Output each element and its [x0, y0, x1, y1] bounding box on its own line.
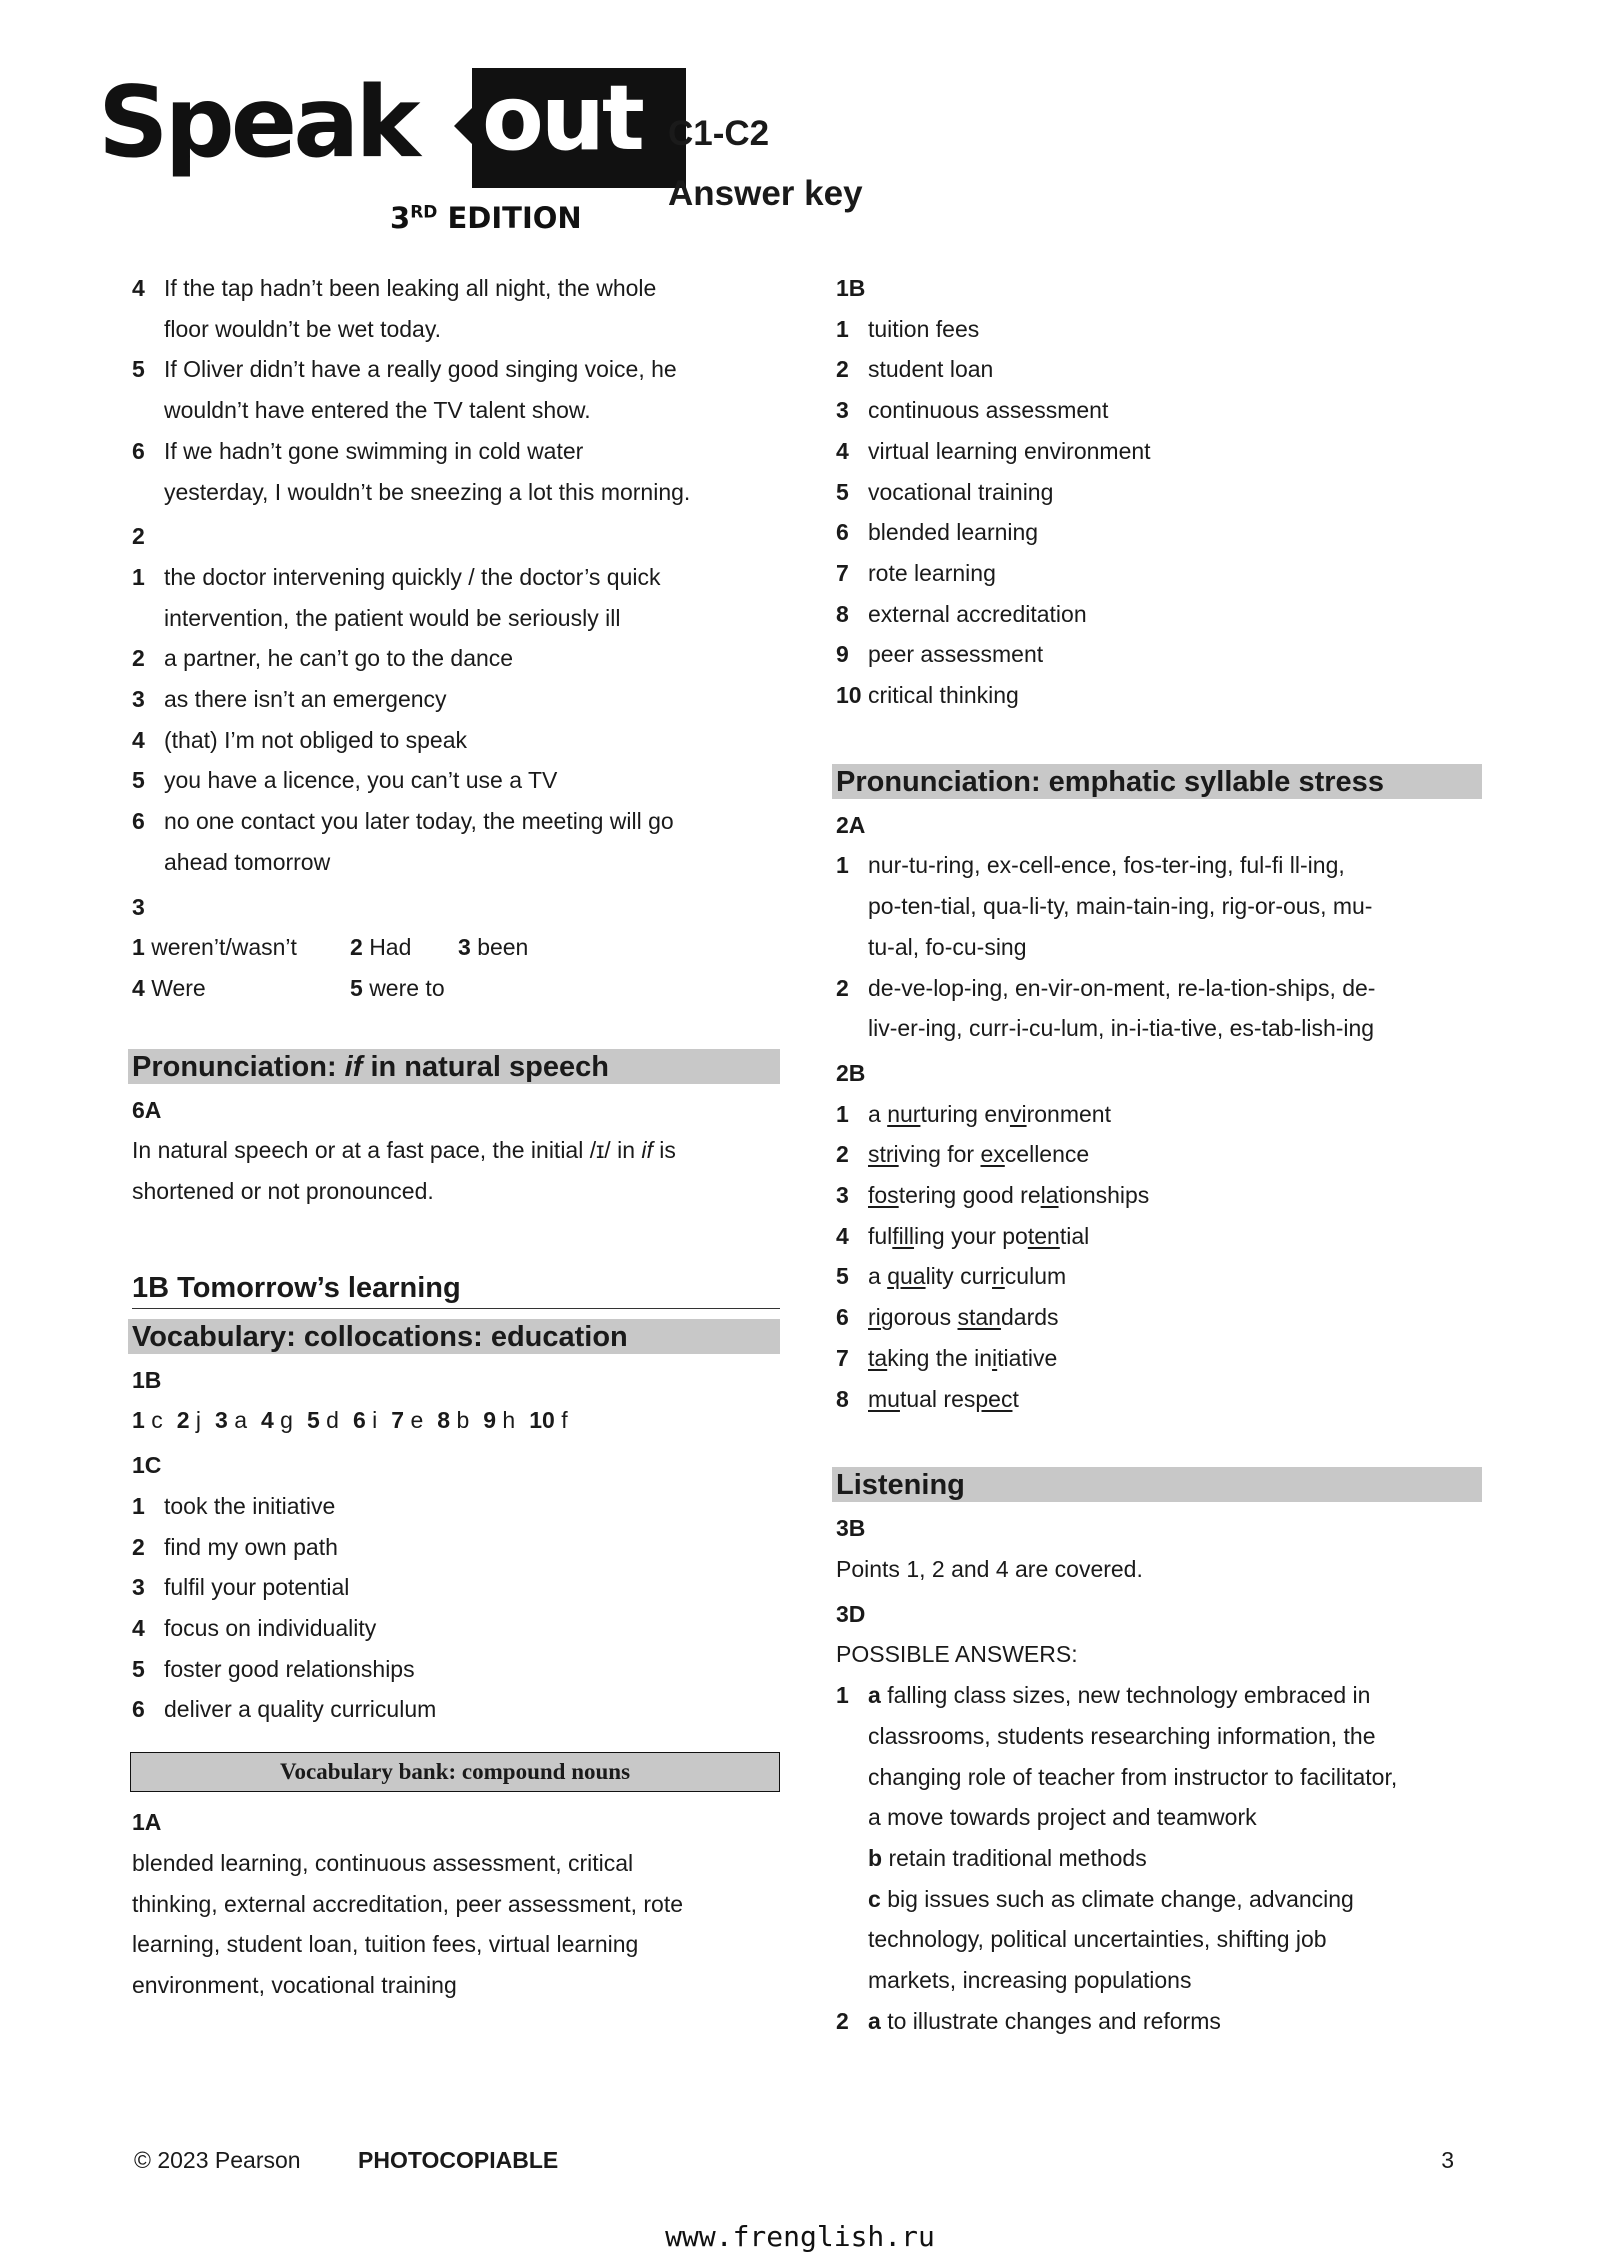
list-item	[836, 1216, 1482, 1257]
item-number: 4	[132, 726, 145, 753]
stressed-syllable: nur	[887, 1100, 921, 1127]
item-number: 6	[836, 1304, 849, 1331]
list-item	[132, 431, 692, 512]
logo-edition-number: 3	[390, 201, 411, 235]
item-number: 2	[836, 1141, 849, 1168]
item-text	[868, 1216, 1482, 1257]
item-number: 1	[836, 1682, 849, 1709]
item-text: If Oliver didn’t have a really good singing voice, he wouldn’t have entered the TV talent show.	[164, 356, 677, 424]
item-number: 3	[132, 1574, 145, 1601]
item-number: 1	[132, 1407, 145, 1434]
item-letter: c	[868, 1885, 881, 1912]
text-fragment: turing en	[920, 1100, 1010, 1127]
item-text: If the tap hadn’t been leaking all night, the whole floor wouldn’t be wet today.	[164, 275, 657, 342]
exercise-label-1c: 1C	[132, 1452, 162, 1479]
matching-answer	[483, 1400, 515, 1441]
item-number: 2	[132, 645, 145, 672]
item-letter: e	[410, 1407, 424, 1434]
logo-speak-text: Speak	[98, 66, 417, 180]
answer-text: is shortened or not pronounced.	[132, 1137, 676, 1205]
grid-answer	[132, 927, 350, 968]
text-fragment: tering good re	[898, 1182, 1041, 1209]
item-number: 7	[836, 1344, 849, 1371]
list-item	[836, 1297, 1482, 1338]
item-number: 2	[176, 1407, 190, 1434]
text-fragment: t	[1012, 1385, 1019, 1412]
syllable-answers-2a	[836, 845, 1376, 1049]
exercise-label-2b: 2B	[836, 1059, 866, 1086]
item-number: 5	[132, 767, 145, 794]
section-heading-listening: Listening	[832, 1467, 1482, 1502]
item-number: 8	[836, 600, 849, 627]
item-text: a partner, he can’t go to the dance	[164, 645, 514, 672]
exercise-label-3: 3	[132, 893, 145, 920]
grid-answer	[350, 968, 550, 1009]
matching-answer	[132, 1400, 163, 1441]
text-fragment: a	[868, 1100, 888, 1127]
logo-edition-suffix: RD	[410, 202, 438, 223]
item-text	[868, 1134, 1482, 1175]
logo-edition-word: EDITION	[447, 201, 582, 235]
item-text	[868, 1175, 1482, 1216]
stressed-syllable: fos	[868, 1182, 899, 1209]
item-text: rote learning	[868, 559, 996, 586]
item-text: deliver a quality curriculum	[164, 1696, 437, 1723]
list-item	[132, 1486, 780, 1527]
list-item	[132, 1567, 780, 1608]
item-text: If we hadn’t gone swimming in cold water yesterday, I wouldn’t be sneezing a lot this morning.	[164, 437, 691, 505]
list-item	[836, 634, 1482, 675]
item-number: 10	[529, 1407, 555, 1434]
item-number: 1	[132, 1492, 145, 1519]
item-number: 2	[836, 356, 849, 383]
item-letter: f	[561, 1407, 568, 1434]
stressed-syllable: i	[992, 1344, 998, 1371]
item-text-a: to illustrate changes and reforms	[887, 2007, 1221, 2034]
item-text: peer assessment	[868, 641, 1044, 668]
item-number: 6	[132, 1696, 145, 1723]
item-number: 4	[260, 1407, 274, 1434]
stressed-syllable: stan	[957, 1304, 1001, 1331]
item-number: 7	[836, 559, 849, 586]
section-heading-pronunciation-if	[128, 1049, 780, 1084]
item-number: 4	[132, 1614, 145, 1641]
matching-answer	[391, 1400, 423, 1441]
item-number: 5	[836, 478, 849, 505]
item-text: find my own path	[164, 1533, 338, 1560]
section-heading-pronunciation-stress: Pronunciation: emphatic syllable stress	[832, 764, 1482, 799]
text-fragment: culum	[1004, 1263, 1067, 1290]
list-item	[132, 720, 702, 761]
exercise-label-2a: 2A	[836, 811, 866, 838]
item-text: Were	[151, 974, 206, 1001]
list-item	[132, 1689, 780, 1730]
exercise-label-6a: 6A	[132, 1096, 162, 1123]
item-text	[868, 1675, 1406, 2001]
item-number: 6	[836, 519, 849, 546]
list-item	[836, 1338, 1482, 1379]
item-number: 8	[437, 1407, 451, 1434]
speakout-logo	[98, 66, 642, 238]
item-text: weren’t/wasn’t	[151, 934, 297, 961]
item-text: no one contact you later today, the meeting will go ahead tomorrow	[164, 808, 674, 875]
item-number: 10	[836, 682, 862, 709]
item-text	[868, 1094, 1482, 1135]
text-fragment: dards	[1000, 1304, 1059, 1331]
item-text: the doctor intervening quickly / the doctor’s quick intervention, the patient would be seriously ill	[164, 563, 661, 631]
item-number: 2	[132, 1533, 145, 1560]
list-item	[836, 675, 1482, 716]
item-text: virtual learning environment	[868, 437, 1151, 464]
list-item	[836, 1175, 1482, 1216]
item-text: focus on individuality	[164, 1614, 377, 1641]
item-number: 3	[836, 1182, 849, 1209]
item-number: 1	[836, 315, 849, 342]
item-number: 3	[458, 934, 471, 961]
matching-answer	[261, 1400, 293, 1441]
text-fragment: ronment	[1026, 1100, 1111, 1127]
item-number: 2	[350, 934, 363, 961]
item-text: you have a licence, you can’t use a TV	[164, 767, 558, 794]
item-text	[868, 1379, 1482, 1420]
item-letter: h	[502, 1407, 516, 1434]
right-column	[836, 268, 1482, 2041]
item-number: 5	[306, 1407, 320, 1434]
item-number: 6	[132, 437, 145, 464]
text-fragment: tial	[1059, 1222, 1090, 1249]
stressed-syllable: ex	[980, 1141, 1005, 1168]
text-fragment: ing your po	[914, 1222, 1028, 1249]
item-number: 5	[350, 974, 363, 1001]
logo-out-box	[472, 68, 686, 188]
item-text: vocational training	[868, 478, 1054, 505]
answer-6a	[132, 1130, 780, 1211]
list-item	[132, 557, 702, 638]
list-item	[132, 801, 702, 882]
text-fragment: cellence	[1004, 1141, 1090, 1168]
exercise-label-1b: 1B	[836, 275, 866, 301]
heading-text: in natural speech	[362, 1050, 609, 1083]
list-item	[132, 760, 702, 801]
item-number: 2	[836, 2007, 849, 2034]
list-item	[836, 1256, 1482, 1297]
list-item	[132, 268, 692, 349]
item-text: Had	[369, 934, 412, 961]
item-text: blended learning	[868, 519, 1039, 546]
matching-answer	[215, 1400, 247, 1441]
logo-edition	[390, 201, 582, 235]
grid-answer	[458, 927, 578, 968]
text-fragment: lity cur	[925, 1263, 993, 1290]
matching-answer	[177, 1400, 201, 1441]
item-number: 1	[836, 852, 849, 879]
item-letter: j	[195, 1407, 201, 1434]
item-number: 1	[132, 563, 145, 590]
item-text: been	[477, 934, 529, 961]
list-item	[836, 309, 1482, 350]
level-label: C1-C2	[668, 114, 770, 153]
item-number: 5	[836, 1263, 849, 1290]
stressed-syllable: vi	[1009, 1100, 1027, 1127]
item-number: 5	[132, 1655, 145, 1682]
collocation-answers-1c	[132, 1486, 780, 1730]
item-number: 1	[836, 1100, 849, 1127]
vocabulary-bank-heading: Vocabulary bank: compound nouns	[130, 1752, 780, 1792]
exercise-label-2: 2	[132, 523, 145, 550]
stressed-syllable: qua	[887, 1263, 926, 1290]
list-item	[132, 1608, 780, 1649]
stressed-syllable: ri	[992, 1263, 1005, 1290]
matching-answer	[307, 1400, 339, 1441]
answer-1a: blended learning, continuous assessment, critical thinking, external accreditation, peer assessment, rote learning, student loan, tuition fees, virtual learning environment, vocational training	[132, 1849, 684, 1998]
item-letter: c	[151, 1407, 163, 1434]
item-number: 4	[836, 437, 849, 464]
grid-answer	[132, 968, 350, 1009]
list-item	[836, 968, 1376, 1049]
stressed-syllable: mu	[868, 1385, 900, 1412]
list-item	[836, 1379, 1482, 1420]
exercise-3-row-1	[132, 927, 780, 968]
item-text-b: retain traditional methods	[888, 1844, 1147, 1871]
item-number: 2	[836, 974, 849, 1001]
item-number: 6	[132, 808, 145, 835]
item-text: external accreditation	[868, 600, 1087, 627]
conditionals-answers-2	[132, 557, 780, 883]
stressed-syllable: rig	[868, 1304, 894, 1331]
item-letter: b	[868, 1844, 883, 1871]
exercise-label-3d: 3D	[836, 1600, 866, 1627]
item-text: took the initiative	[164, 1492, 336, 1519]
grid-answer	[350, 927, 458, 968]
stressed-syllable: stri	[868, 1141, 899, 1168]
item-text: foster good relationships	[164, 1655, 415, 1682]
item-text: tuition fees	[868, 315, 980, 342]
item-number: 9	[483, 1407, 497, 1434]
matching-answer	[529, 1400, 567, 1441]
answer-text: In natural speech or at a fast pace, the initial /ɪ/ in	[132, 1137, 642, 1164]
text-fragment: tionships	[1058, 1182, 1150, 1209]
list-item	[836, 553, 1482, 594]
document-title: Answer key	[668, 174, 863, 213]
matching-answer	[437, 1400, 469, 1441]
item-letter: a	[868, 2007, 881, 2034]
answer-3d-1	[836, 1675, 1406, 2001]
answer-3d-intro: POSSIBLE ANSWERS:	[836, 1641, 1078, 1668]
item-number: 3	[215, 1407, 228, 1434]
item-number: 4	[132, 275, 145, 301]
stressed-syllable: ten	[1027, 1222, 1060, 1249]
list-item	[132, 1527, 780, 1568]
item-text: as there isn’t an emergency	[164, 686, 447, 713]
item-number: 8	[836, 1385, 849, 1412]
list-item	[836, 512, 1482, 553]
text-fragment: tual res	[899, 1385, 976, 1412]
stressed-syllable: ta	[868, 1344, 888, 1371]
item-letter: d	[326, 1407, 339, 1434]
copyright-notice: © 2023 Pearson	[134, 2147, 301, 2173]
logo-out-text: out	[482, 66, 642, 171]
item-number: 3	[132, 686, 145, 713]
text-fragment: tiative	[997, 1344, 1058, 1371]
exercise-label-1a: 1A	[132, 1809, 162, 1836]
matching-answers-1b	[132, 1400, 780, 1441]
item-number: 4	[132, 974, 145, 1001]
item-letter: i	[372, 1407, 378, 1434]
left-column	[132, 268, 780, 2006]
item-number: 1	[132, 934, 145, 961]
text-fragment: ful	[868, 1222, 893, 1249]
conditionals-answers-1	[132, 268, 780, 512]
list-item	[132, 1649, 780, 1690]
item-number: 6	[352, 1407, 366, 1434]
compound-noun-answers-1b	[836, 309, 1482, 716]
heading-text: Pronunciation:	[132, 1050, 345, 1083]
item-text: (that) I’m not obliged to speak	[164, 726, 467, 753]
item-text: student loan	[868, 356, 994, 383]
answer-3d-2	[836, 2001, 1482, 2042]
list-item	[836, 1094, 1482, 1135]
item-text-c: big issues such as climate change, advancing technology, political uncertainties, shifting job markets, increasing populations	[868, 1885, 1354, 1994]
item-text	[868, 1338, 1482, 1379]
exercise-label-1b: 1B	[132, 1366, 162, 1393]
page-number: 3	[1441, 2147, 1454, 2173]
item-text-a: falling class sizes, new technology embraced in classrooms, students researching information, the changing role of teacher from instructor to facilitator, a move towards project and teamwork	[868, 1682, 1398, 1831]
item-text	[868, 2001, 1482, 2042]
item-text: were to	[369, 974, 445, 1001]
item-text: continuous assessment	[868, 397, 1109, 424]
list-item	[836, 349, 1482, 390]
list-item	[132, 638, 702, 679]
list-item	[836, 594, 1482, 635]
item-number: 4	[836, 1222, 849, 1249]
item-number: 7	[391, 1407, 405, 1434]
stressed-syllable: fill	[892, 1222, 915, 1249]
matching-answer	[353, 1400, 377, 1441]
item-text	[868, 1297, 1482, 1338]
item-text	[868, 1256, 1482, 1297]
item-text: de-ve-lop-ing, en-vir-on-ment, re-la-tion-ships, de-liv-er-ing, curr-i-cu-lum, in-i-tia-tive, es-tab-lish-ing	[868, 974, 1376, 1042]
watermark-url: www.frenglish.ru	[665, 2220, 935, 2253]
list-item	[132, 349, 692, 430]
section-heading-vocabulary: Vocabulary: collocations: education	[128, 1319, 780, 1354]
item-number: 3	[836, 397, 849, 424]
stressed-syllable: la	[1040, 1182, 1059, 1209]
stress-answers-2b	[836, 1094, 1482, 1420]
list-item	[132, 679, 702, 720]
item-letter: a	[234, 1407, 247, 1434]
list-item	[836, 431, 1482, 472]
text-fragment: ving for	[898, 1141, 981, 1168]
item-number: 9	[836, 641, 849, 668]
item-number: 5	[132, 356, 145, 383]
list-item	[836, 390, 1482, 431]
unit-title: 1B Tomorrow’s learning	[132, 1268, 780, 1309]
exercise-label-3b: 3B	[836, 1515, 866, 1542]
answer-emphasis: if	[641, 1137, 653, 1164]
photocopiable-label: PHOTOCOPIABLE	[358, 2147, 559, 2173]
item-text: nur-tu-ring, ex-cell-ence, fos-ter-ing, ful-fi ll-ing, po-ten-tial, qua-li-ty, main-tain-ing, rig-or-ous, mu-tu-al, fo-cu-sing	[868, 852, 1373, 960]
item-letter: a	[868, 1682, 881, 1709]
item-letter: b	[456, 1407, 470, 1434]
answer-3b: Points 1, 2 and 4 are covered.	[836, 1555, 1143, 1582]
heading-emphasis: if	[344, 1050, 363, 1083]
stressed-syllable: pec	[975, 1385, 1013, 1412]
text-fragment: orous	[893, 1304, 958, 1331]
list-item	[836, 1134, 1482, 1175]
item-letter: g	[280, 1407, 293, 1434]
item-text: critical thinking	[868, 682, 1019, 709]
text-fragment: king the in	[887, 1344, 993, 1371]
exercise-3-row-2	[132, 968, 780, 1009]
list-item	[836, 472, 1482, 513]
text-fragment: a	[868, 1263, 888, 1290]
list-item	[836, 845, 1376, 967]
item-text: fulfil your potential	[164, 1574, 350, 1601]
